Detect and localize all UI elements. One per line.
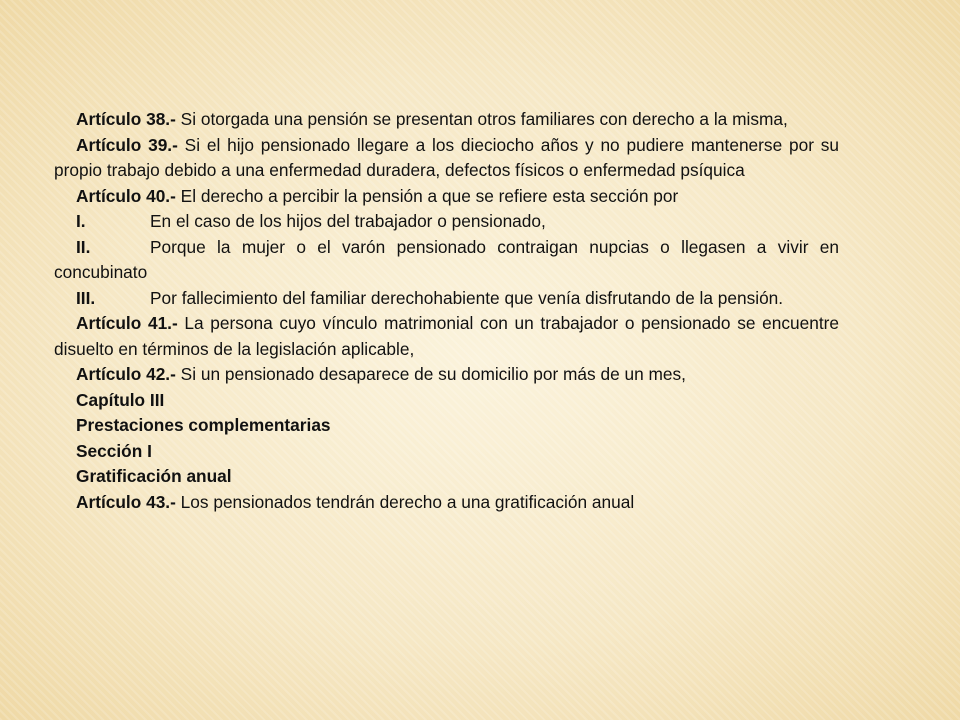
- section-heading: Sección I: [76, 440, 152, 461]
- list-item-3-text: Por fallecimiento del familiar derechohabiente que venía disfrutando de la pensión.: [150, 287, 784, 308]
- article-38-text: Si otorgada una pensión se presentan otros familiares con derecho a la misma,: [175, 109, 788, 129]
- list-item-3-numeral: III.: [76, 287, 96, 308]
- article-38-paragraph: [54, 107, 839, 133]
- list-item-1-text: En el caso de los hijos del trabajador o pensionado,: [150, 211, 546, 231]
- article-39-paragraph: [54, 133, 839, 184]
- article-39-label: Artículo 39.-: [76, 134, 178, 155]
- list-item-2: [54, 235, 839, 286]
- list-item-2-numeral: II.: [76, 236, 91, 257]
- chapter-title: Prestaciones complementarias: [76, 415, 331, 435]
- article-41-paragraph: [54, 311, 839, 362]
- list-item-1: [54, 209, 839, 235]
- article-38-label: Artículo 38.-: [76, 109, 176, 129]
- article-42-label: Artículo 42.-: [76, 364, 176, 384]
- article-43-paragraph: [54, 490, 839, 516]
- list-item-2-text: Porque la mujer o el varón pensionado contraigan nupcias o llegasen a vivir en concubinato: [54, 236, 839, 282]
- article-43-label: Artículo 43.-: [76, 491, 176, 512]
- article-41-label: Artículo 41.-: [76, 313, 178, 333]
- list-item-1-numeral: I.: [76, 211, 86, 231]
- article-43-text: Los pensionados tendrán derecho a una gratificación anual: [175, 491, 635, 512]
- article-40-paragraph: [54, 184, 839, 210]
- list-item-3: [54, 286, 839, 312]
- article-39-text: Si el hijo pensionado llegare a los dieciocho años y no pudiere mantenerse por su propio trabajo debido a una enfermedad duradera, defectos físicos o enfermedad psíquica: [54, 134, 840, 180]
- article-41-text: La persona cuyo vínculo matrimonial con un trabajador o pensionado se encuentre disuelto en términos de la legislación aplicable,: [54, 313, 839, 359]
- slide-text-body: [54, 107, 839, 515]
- article-40-text: El derecho a percibir la pensión a que se refiere esta sección por: [175, 185, 679, 206]
- article-42-text: Si un pensionado desaparece de su domicilio por más de un mes,: [175, 364, 686, 384]
- chapter-heading: Capítulo III: [76, 389, 165, 410]
- article-42-paragraph: [54, 362, 839, 388]
- section-title: Gratificación anual: [76, 466, 232, 486]
- article-40-label: Artículo 40.-: [76, 185, 176, 206]
